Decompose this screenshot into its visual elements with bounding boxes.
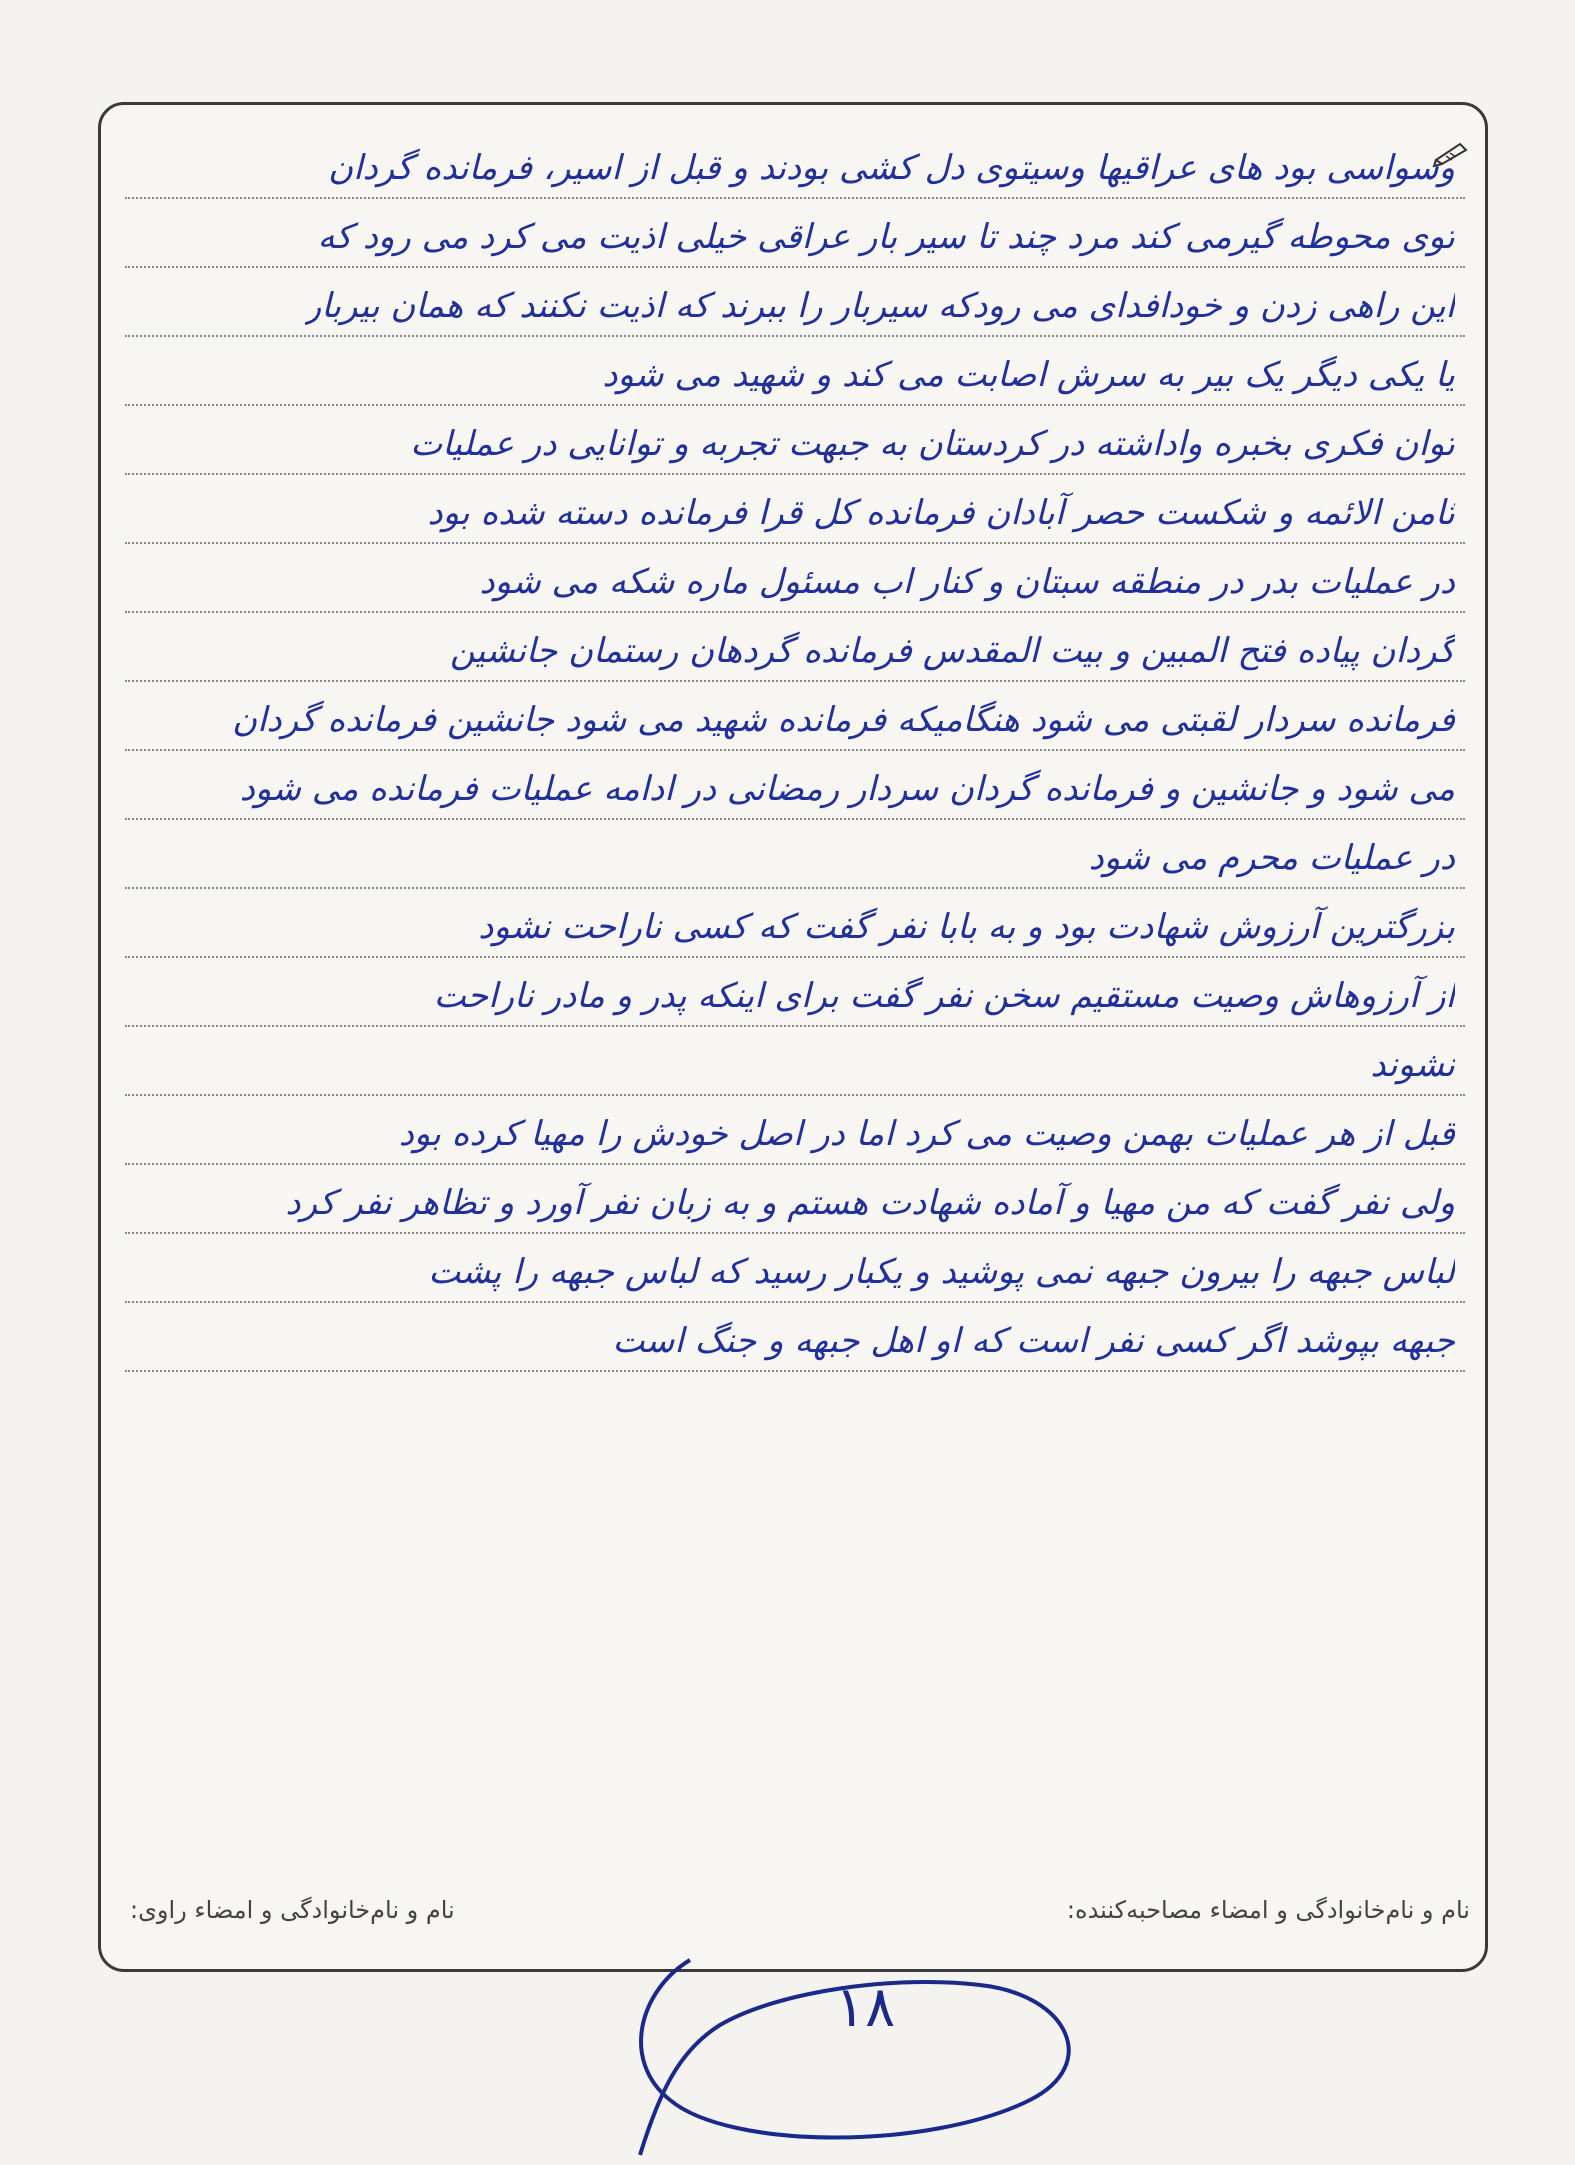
text-line <box>125 544 1465 613</box>
text-line <box>125 820 1465 889</box>
handwritten-text-area <box>125 130 1465 1860</box>
line-text: توان فکری بخبره واداشته در کردستان به جبهت تجربه و توانایی در عملیات <box>410 424 1455 464</box>
text-line <box>125 1096 1465 1165</box>
line-text: ولی نفر گفت که من مهیا و آماده شهادت هستم و به زبان نفر آورد و تظاهر نفر کرد <box>285 1183 1455 1223</box>
line-text: قبل از هر عملیات بهمن وصیت می کرد اما در اصل خودش را مهیا کرده بود <box>398 1114 1455 1154</box>
narrator-signature-label: نام و نام‌خانوادگی و امضاء راوی: <box>130 1896 455 1924</box>
line-text: یا یکی دیگر یک بیر به سرش اصابت می کند و شهید می شود <box>602 355 1455 395</box>
text-line <box>125 889 1465 958</box>
text-line <box>125 1303 1465 1372</box>
line-text: جبهه بپوشد اگر کسی نفر است که او اهل جبهه و جنگ است <box>612 1321 1455 1361</box>
line-text: بزرگترین آرزوش شهادت بود و به بابا نفر گفت که کسی ناراحت نشود <box>478 907 1455 947</box>
text-line <box>125 268 1465 337</box>
signature-footer <box>130 1880 1470 1940</box>
line-text: وسواسی بود های عراقیها وسیتوی دل کشی بودند و قبل از اسیر، فرمانده گردان <box>328 148 1455 188</box>
line-text: در عملیات محرم می شود <box>1088 838 1455 878</box>
text-line <box>125 1027 1465 1096</box>
text-line <box>125 751 1465 820</box>
line-text: این راهی زدن و خودافدای می رودکه سیربار را ببرند که اذیت نکنند که همان بیربار <box>304 286 1455 326</box>
text-line <box>125 613 1465 682</box>
line-text: نشوند <box>1370 1045 1455 1085</box>
text-line <box>125 682 1465 751</box>
line-text: می شود و جانشین و فرمانده گردان سردار رمضانی در ادامه عملیات فرمانده می شود <box>239 769 1455 809</box>
line-text: ثامن الائمه و شکست حصر آبادان فرمانده کل قرا فرمانده دسته شده بود <box>427 493 1455 533</box>
text-line <box>125 1165 1465 1234</box>
page-number: ۱۸ <box>835 1975 896 2040</box>
line-text: توی محوطه گیرمی کند مرد چند تا سیر بار عراقی خیلی اذیت می کرد می رود که <box>317 217 1455 257</box>
line-text: گردان پیاده فتح المبین و بیت المقدس فرمانده گردهان رستمان جانشین <box>450 631 1455 671</box>
line-text: از آرزوهاش وصیت مستقیم سخن نفر گفت برای اینکه پدر و مادر ناراحت <box>433 976 1455 1016</box>
line-text: فرمانده سردار لقبتی می شود هنگامیکه فرمانده شهید می شود جانشین فرمانده گردان <box>232 700 1455 740</box>
text-line <box>125 1234 1465 1303</box>
line-text: لباس جبهه را بیرون جبهه نمی پوشید و یکبار رسید که لباس جبهه را پشت <box>428 1252 1455 1292</box>
line-text: در عملیات بدر در منطقه سبتان و کنار اب مسئول ماره شکه می شود <box>479 562 1455 602</box>
text-line <box>125 130 1465 199</box>
text-line <box>125 406 1465 475</box>
text-line <box>125 199 1465 268</box>
text-line <box>125 958 1465 1027</box>
text-line <box>125 337 1465 406</box>
interviewer-signature-label: نام و نام‌خانوادگی و امضاء مصاحبه‌کننده: <box>1066 1896 1470 1924</box>
text-line <box>125 475 1465 544</box>
